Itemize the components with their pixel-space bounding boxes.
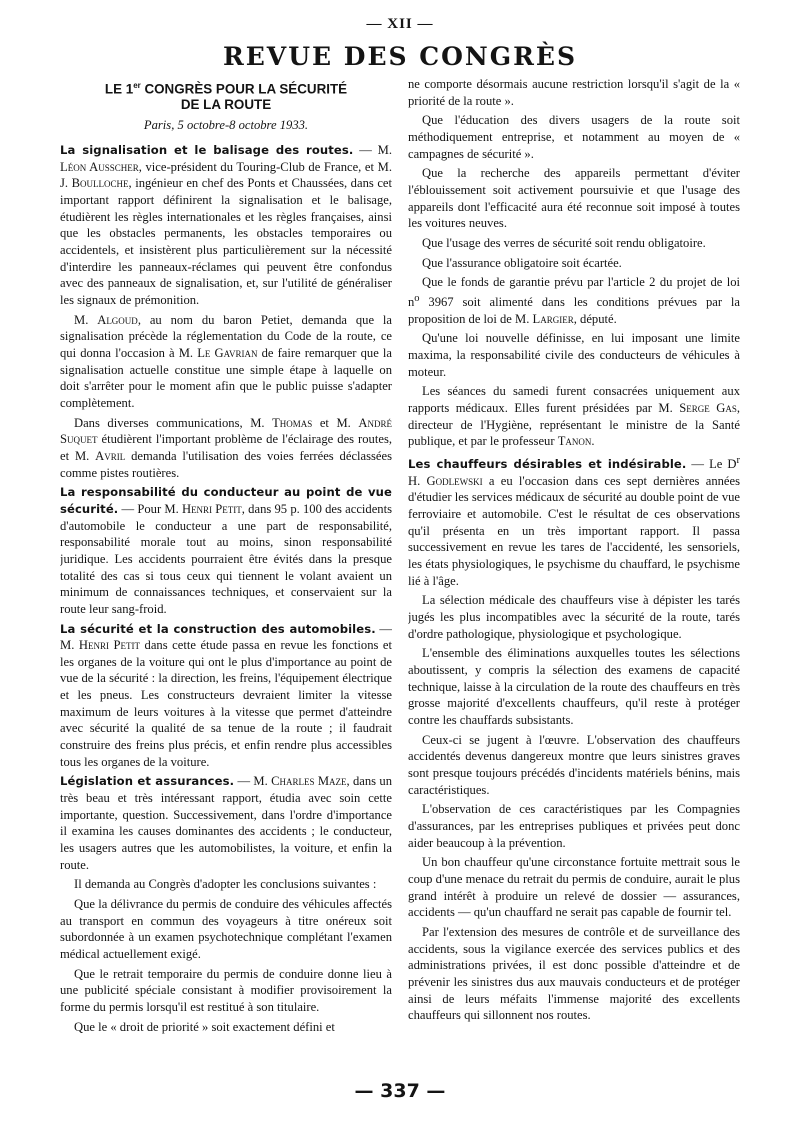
paragraph: Que le fonds de garantie prévu par l'article 2 du projet de loi $n^o$ 3967 soit alimenté dans les conditions prévues par la proposition de loi de M. Largier, député. (408, 275, 740, 326)
column-right (408, 76, 740, 1076)
person-name: André Suquet (60, 415, 392, 447)
section-heading: La sécurité et la construction des automobiles. (60, 621, 376, 636)
column-left (60, 76, 392, 1076)
section-heading: Législation et assurances. (60, 774, 235, 789)
paragraph: Que la délivrance du permis de conduire des véhicules affectés au transport en commun des voyageurs à titre onéreux soit subordonnée à un examen psychotechnique complétant l'examen médical actuellement exigé. (60, 897, 392, 961)
section-heading: La signalisation et le balisage des routes. (60, 143, 354, 158)
section-heading: Les chauffeurs désirables et indésirable. (408, 457, 687, 472)
paragraph: Les chauffeurs désirables et indésirable. — Le $D^r$ H. Godlewski a eu l'occasion dans ces sept dernières années d'étudier les services médicaux de sécurité au double point de vue ferroviaire et automobile. C'est le résultat de ces observations qu'il présenta en un très important rapport. Il passa successivement en revue les tares de l'accidenté, les sensoriels, les états physiologiques, le psychisme du chauffard, le psychisme lié à l'âge. (408, 454, 740, 588)
paragraph: Ceux-ci se jugent à l'œuvre. L'observation des chauffeurs accidentés devenus dangereux montre que leurs sinistres graves sont presque toujours précédés d'incidents matériels bénins, mais caractéristiques. (408, 732, 740, 797)
article-dateline: Paris, 5 octobre-8 octobre 1933. (143, 118, 309, 133)
paragraph: La sélection médicale des chauffeurs vise à dépister les tarés jugés les plus incompatibles avec la sécurité de la route, tarés d'ordre pathologique, physiologique et psychologique. (408, 593, 740, 641)
person-name: Charles Maze (271, 774, 347, 789)
paragraph: Que le retrait temporaire du permis de conduire donne lieu à une publicité spéciale consistant à modifier provisoirement la forme du permis lorsqu'il est restitué à son titulaire. (60, 966, 392, 1014)
article-title (60, 78, 392, 113)
paragraph: L'ensemble des éliminations auxquelles toutes les sélections aboutissent, y compris la sélection des examens de capacité technique, laisse à la circulation de la route des chauffeurs en très grosse majorité d'excellents chauffeurs, qu'il reste à protéger contre les chauffards subsistants. (408, 646, 740, 727)
person-name: Algoud (97, 312, 138, 327)
article-columns (60, 76, 740, 1076)
paragraph: Les séances du samedi furent consacrées uniquement aux rapports médicaux. Elles furent présidées par M. Serge Gas, directeur de l'Hygiène, représentant le ministre de la Santé publique, et par le professeur Tanon. (408, 384, 740, 449)
paragraph: Que la recherche des appareils permettant d'éviter l'éblouissement soit activement poursuivie et que l'usage des appareils dont l'efficacité aura été reconnue soit imposé à toutes les voitures neuves. (408, 166, 740, 231)
paragraph: Que le « droit de priorité » soit exactement défini et (74, 1019, 335, 1034)
paragraph: Par l'extension des mesures de contrôle et de surveillance des accidents, sous la vigilance exercée des services publics et des administrations privées, il est donc possible d'atteindre et de prévenir les sinistres dus aux mauvais conducteurs et de protéger ainsi de leurs méfaits l'immense majorité des excellents chauffeurs qui sillonnent nos routes. (408, 924, 740, 1023)
masthead-title: REVUE DES CONGRÈS (222, 42, 578, 71)
person-name: Léon Ausscher (60, 159, 139, 174)
person-name: Avril (95, 448, 126, 463)
title-line2: DE LA ROUTE (180, 97, 272, 113)
paragraph: La signalisation et le balisage des routes. — M. Léon Ausscher, vice-président du Touring-Club de France, et M. J. Boulloche, ingénieur en chef des Ponts et Chaussées, dans cet important rapport définirent la signalisation et le balisage, étudièrent les règles internationales et les règles françaises, ainsi que les obstacles permanents, les obstacles temporaires ou accidentels, et insistèrent plus particulièrement sur la nécessité d'interdire les panneaux-réclames qui peuvent être confondus avec des panneaux de signalisation, et, sur l'utilité de généraliser les signaux de prémonition. (60, 143, 392, 308)
person-name: Godlewski (426, 473, 483, 488)
paragraph: M. Algoud, au nom du baron Petiet, demanda que la signalisation précède la réglementation du Code de la route, ce qui donna l'occasion à M. Le Gavrian de faire remarquer que la signalisation actuelle constitue une simple étape à laquelle on doit s'arrêter pour le moment afin que le public puisse s'adapter complètement. (60, 312, 392, 410)
title-line1-post: CONGRÈS POUR LA SÉCURITÉ (140, 81, 348, 97)
person-name: Le Gavrian (197, 346, 258, 360)
paragraph: La responsabilité du conducteur au point de vue sécurité. — Pour M. Henri Petit, dans 95 p. 100 des accidents d'automobile le conducteur a une part de responsabilité, responsabilité morale tout au moins, sinon responsabilité juridique. Les accidents pourraient être évités dans la presque totalité des cas si tous ceux qui tiennent le volant avaient un minimum de connaissances techniques, et conservaient sur la route leur sang-froid. (60, 485, 392, 616)
page-number: — 337 — (354, 1080, 446, 1102)
paragraph: Que l'assurance obligatoire soit écartée. (422, 255, 622, 270)
person-name: Henri Petit (181, 501, 242, 516)
paragraph: Qu'une loi nouvelle définisse, en lui imposant une limite maxima, la responsabilité civile des conducteurs de véhicules à moteur. (408, 331, 740, 379)
paragraph: Un bon chauffeur qu'une circonstance fortuite mettrait sous le coup d'une menace du retrait du permis de conduire, aurait le plus grand intérêt à produire un relevé de dossier — assurances, accidents — qu'un chauffard ne serait pas capable de fournir tel. (408, 855, 740, 920)
title-line1-pre: LE 1 (104, 81, 134, 97)
person-name: Largier (532, 311, 574, 326)
paragraph: Que l'usage des verres de sécurité soit rendu obligatoire. (422, 235, 706, 250)
paragraph: Il demanda au Congrès d'adopter les conclusions suivantes : (74, 877, 377, 892)
title-sup: er (133, 81, 141, 90)
paragraph: Que l'éducation des divers usagers de la route soit méthodiquement entreprise, et notamment au moyen de « campagnes de sécurité ». (408, 113, 740, 161)
person-name: Tanon (557, 434, 592, 449)
paragraph: La sécurité et la construction des automobiles. — M. Henri Petit dans cette étude passa en revue les fonctions et les organes de la voiture qui ont le plus d'importance au point de vue de la sécurité : la direction, les freins, l'équipement électrique et les pneus. Les constructeurs devraient limiter la vitesse maximum de leurs voitures à la vitesse que permet d'atteindre avec sécurité la qualité de sa tenue de la route ; il faudrait construire des freins plus précis, et enfin rendre plus accessibles tous les organes de la voiture. (60, 621, 392, 769)
roman-folio: — XII — (366, 16, 434, 32)
paragraph: Dans diverses communications, M. Thomas et M. André Suquet étudièrent l'important problème de l'éclairage des routes, et M. Avril demanda l'utilisation des voies ferrées déclassées comme pistes routières. (60, 415, 392, 480)
paragraph: ne comporte désormais aucune restriction lorsqu'il s'agit de la « priorité de la route ». (408, 77, 740, 108)
section-heading: La responsabilité du conducteur au point de vue sécurité. (60, 485, 392, 516)
person-name: Serge Gas (679, 401, 737, 415)
paragraph: L'observation de ces caractéristiques par les Compagnies d'assurances, par les entreprises publiques et privées peut donc aider beaucoup à la prévention. (408, 802, 740, 850)
person-name: Henri Petit (78, 638, 141, 653)
person-name: Boulloche (71, 176, 129, 191)
paragraph: Législation et assurances. — M. Charles Maze, dans un très beau et très intéressant rapport, étudia avec soin cette importante, question. Successivement, dans l'ordre d'importance il examina les causes dominantes des accidents ; le conducteur, les usagers autres que les automobilistes, la voiture, et enfin la route. (60, 774, 392, 872)
person-name: Thomas (272, 415, 313, 430)
